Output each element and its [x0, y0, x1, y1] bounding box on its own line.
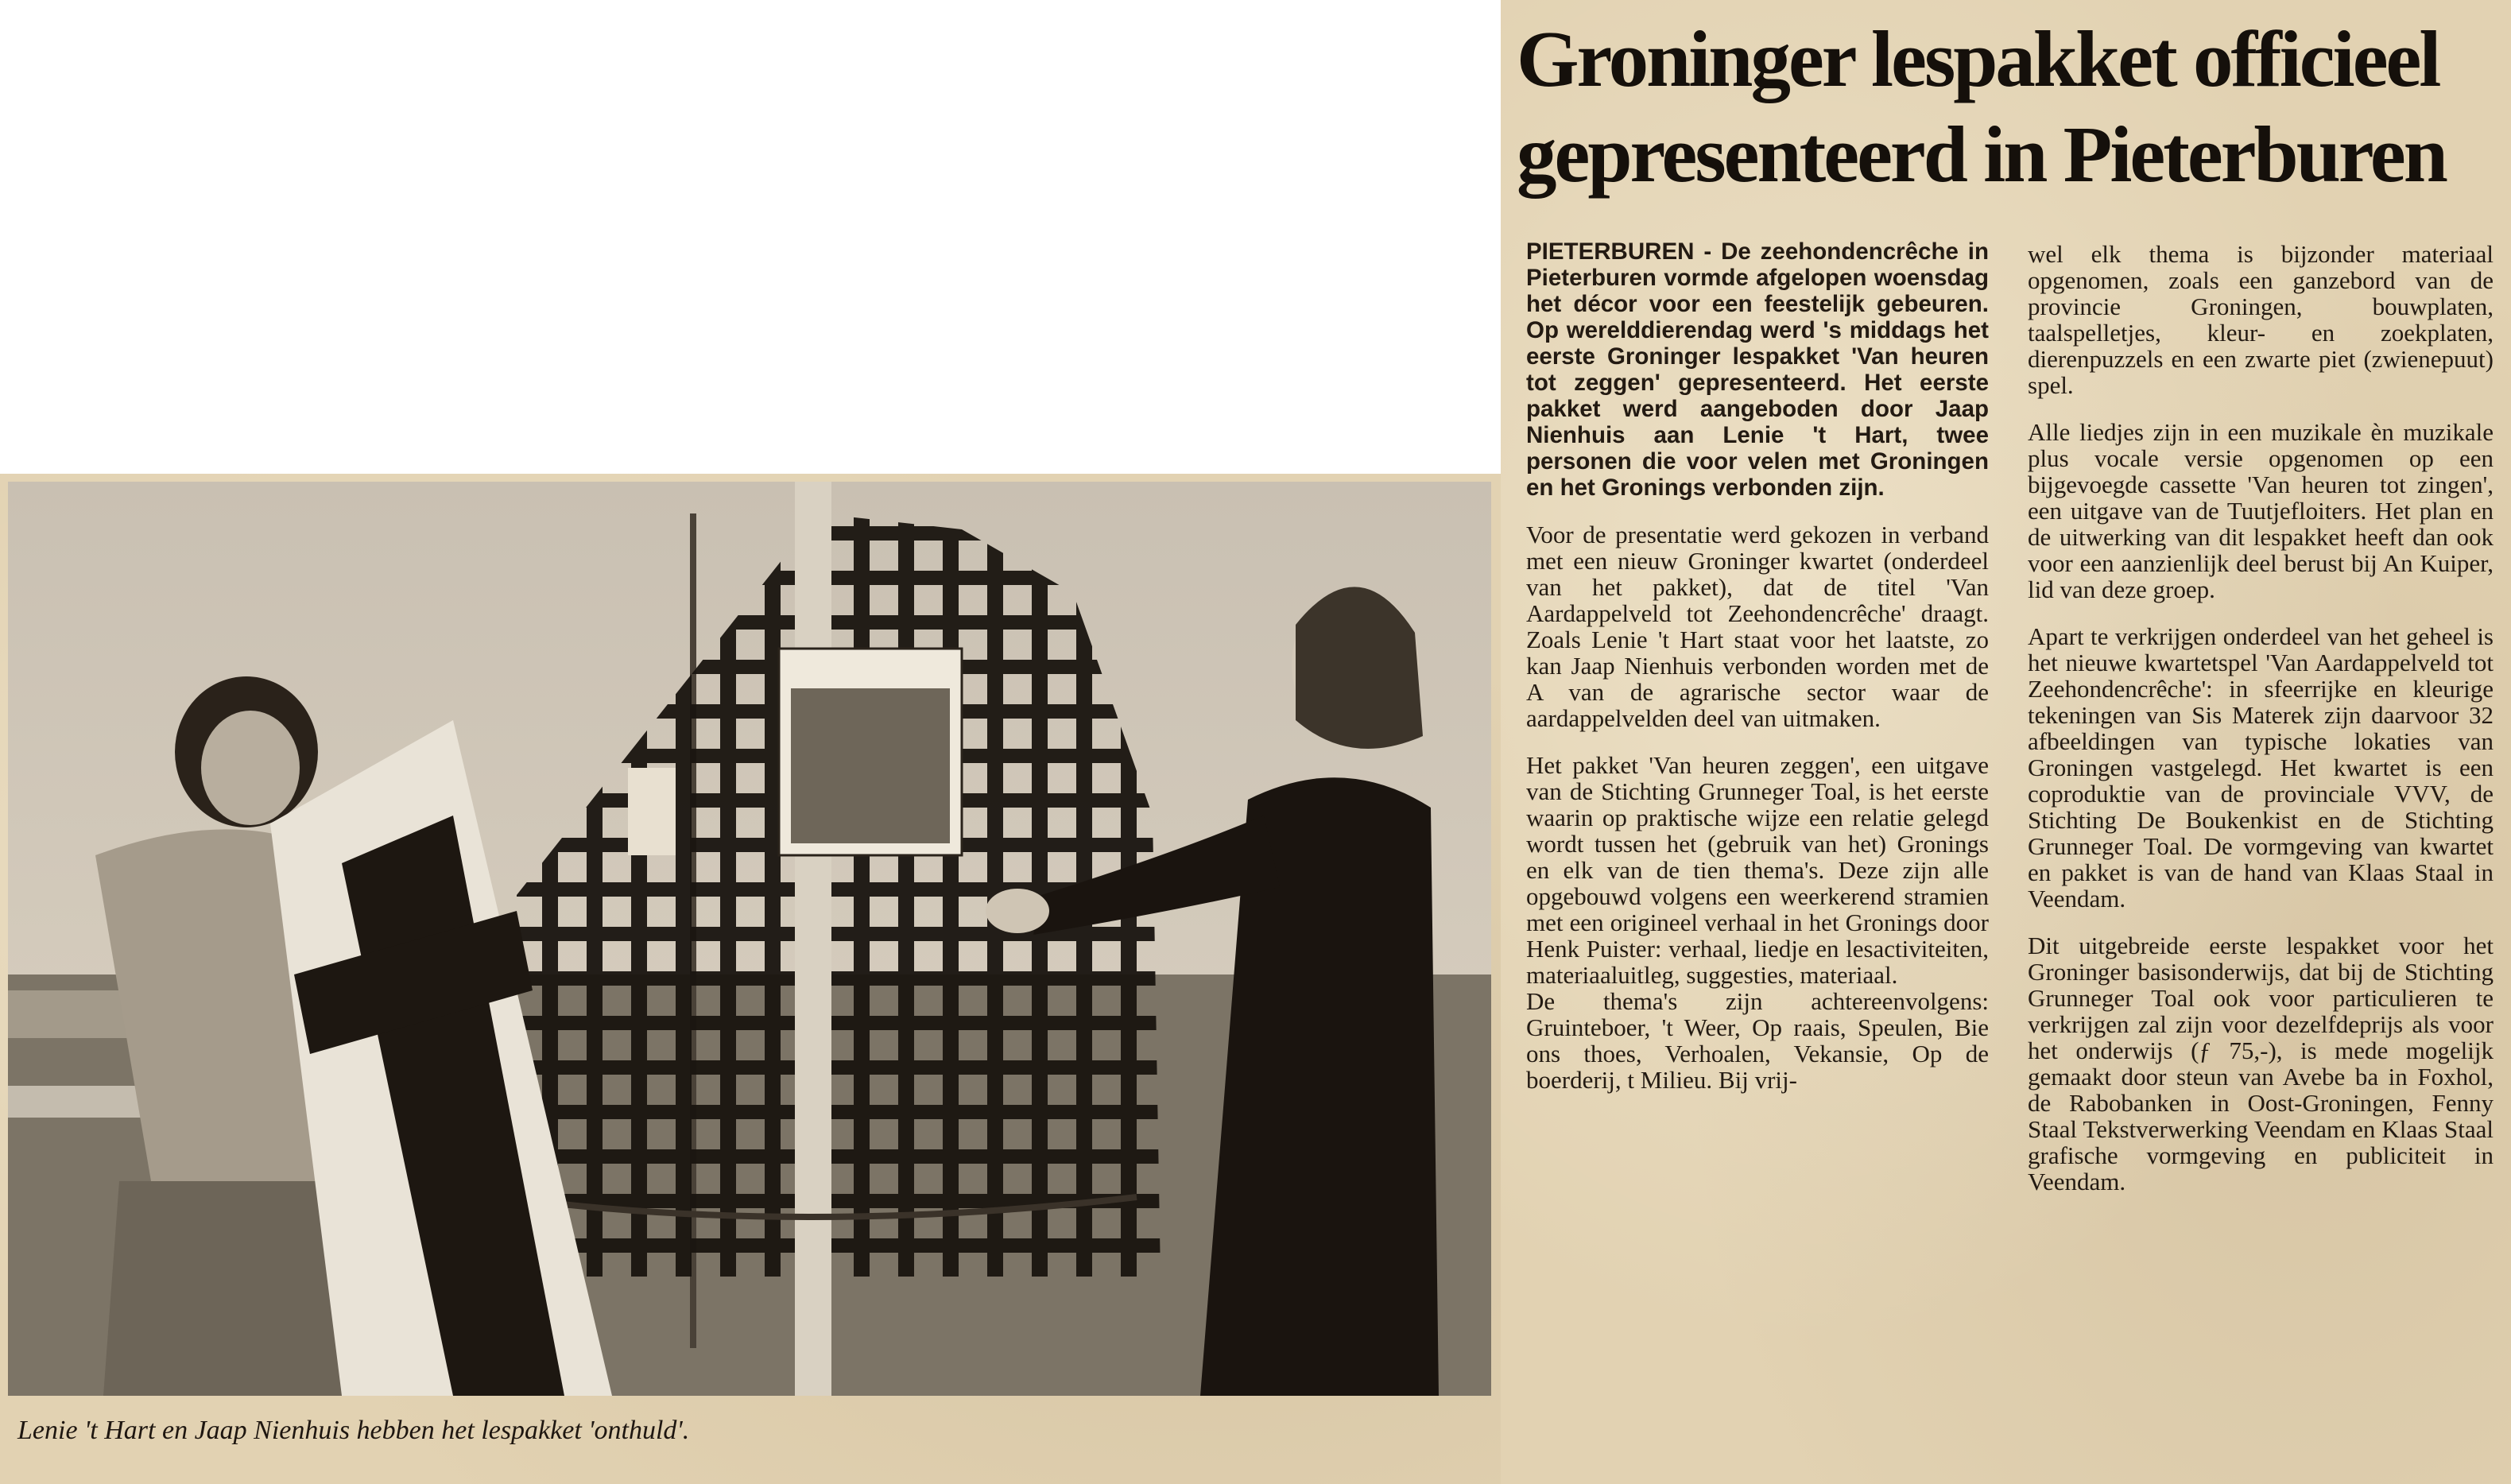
photo-illustration: [8, 482, 1491, 1396]
headline-line-1: Groninger lespakket officieel: [1517, 14, 2439, 103]
body-paragraph: Alle liedjes zijn in een muzikale èn muzikale plus vocale versie opgenomen op een bijgevoegde cassette 'Van heuren tot zingen', een uitgave van de Tuutjefloiters. Het plan en de uitwerking van dit lespakket heeft dan ook voor een aanzienlijk deel berust bij An Kuiper, lid van deze groep.: [2028, 418, 2494, 603]
body-paragraph: De thema's zijn achtereenvolgens: Gruinteboer, 't Weer, Op raais, Speulen, Bie ons thoes, Verhoalen, Vekansie, Op de boerderij, t Milieu. Bij vrij-: [1526, 987, 1989, 1094]
body-paragraph: Dit uitgebreide eerste lespakket voor het Groninger basisonderwijs, dat bij de Stichting Grunneger Toal ook voor particulieren te verkrijgen zal zijn voor dezelfdeprijs als voor het onderwijs (ƒ 75,-), is mede mogelijk gemaakt door steun van Avebe ba in Foxhol, de Rabobanken in Oost-Groningen, Fenny Staal Tekstverwerking Veendam en Klaas Staal grafische vormgeving en publiciteit in Veendam.: [2028, 932, 2494, 1195]
headline-line-2: gepresenteerd in Pieterburen: [1517, 110, 2446, 199]
body-paragraph: Apart te verkrijgen onderdeel van het geheel is het nieuwe kwartetspel 'Van Aardappelveld tot Zeehondencrêche': in sfeerrijke en kleurige tekeningen van Sis Materek zijn daarvoor 32 afbeeldingen van typische lokaties van Groningen vastgelegd. Het kwartet is een coproduktie van de provinciale VVV, de Stichting De Boukenkist en de Stichting Grunneger Toal. De vormgeving van kwartet en pakket is van de hand van Klaas Staal in Veendam.: [2028, 622, 2494, 912]
article-column-2: [2028, 241, 2494, 1215]
headline: [1517, 11, 2502, 202]
article-column-1: [1526, 238, 1989, 1114]
body-paragraph: Het pakket 'Van heuren zeggen', een uitgave van de Stichting Grunneger Toal, is het eerste waarin op praktische wijze een relatie gelegd wordt tussen het (gebruik van het) Gronings en elk van de tien thema's. Deze zijn alle opgebouwd volgens een weerkerend stramien met een origineel verhaal in het Gronings door Henk Puister: verhaal, liedje en lesactiviteiten, materiaaluitleg, suggesties, materiaal.: [1526, 751, 1989, 989]
lead-paragraph: PIETERBUREN - De zeehondencrêche in Pieterburen vormde afgelopen woensdag het décor voor een feestelijk gebeuren. Op werelddierendag werd 's middags het eerste Groninger lespakket 'Van heuren tot zeggen' gepresenteerd. Het eerste pakket werd aangeboden door Jaap Nienhuis aan Lenie 't Hart, twee personen die voor velen met Groningen en het Gronings verbonden zijn.: [1526, 238, 1989, 501]
news-photo: [8, 482, 1491, 1396]
body-paragraph: Voor de presentatie werd gekozen in verband met een nieuw Groninger kwartet (onderdeel van het pakket), dat de titel 'Van Aardappelveld tot Zeehondencrêche' draagt. Zoals Lenie 't Hart staat voor het laatste, zo kan Jaap Nienhuis verbonden worden met de A van de agrarische sector waar de aardappelvelden deel van uitmaken.: [1526, 521, 1989, 732]
photo-caption: Lenie 't Hart en Jaap Nienhuis hebben het lespakket 'onthuld'.: [17, 1416, 690, 1445]
body-paragraph: wel elk thema is bijzonder materiaal opgenomen, zoals een ganzebord van de provincie Groningen, bouwplaten, taalspelletjes, kleur- en zoekplaten, dierenpuzzels en een zwarte piet (zwienepuut) spel.: [2028, 240, 2494, 399]
